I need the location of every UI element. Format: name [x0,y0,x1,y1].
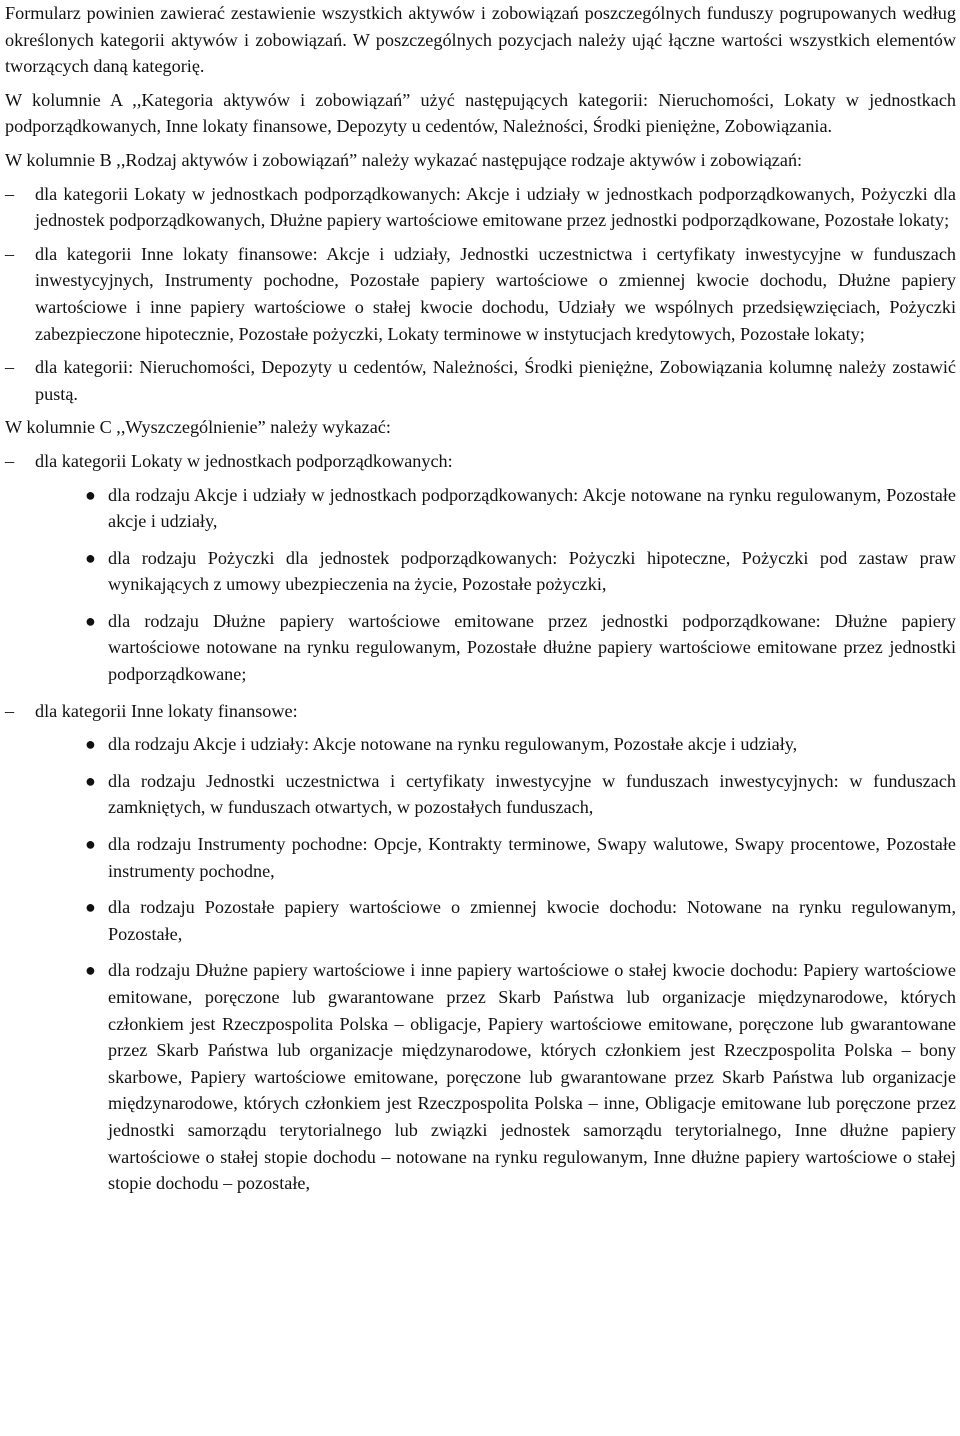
dash-item-text: dla kategorii Lokaty w jednostkach podporządkowanych: [35,450,453,471]
dash-item-text: dla kategorii Inne lokaty finansowe: Akcje i udziały, Jednostki uczestnictwa i certyfikaty inwestycyjne w funduszach inwestycyjnych, Instrumenty pochodne, Pozostałe papiery wartościowe o zmiennej kwocie dochodu, Dłużne papiery wartościowe i inne papiery wartościowe o stałej kwocie dochodu, Udziały we wspólnych przedsięwzięciach, Pożyczki zabezpieczone hipotecznie, Pozostałe pożyczki, Lokaty terminowe w instytucjach kredytowych, Pozostałe lokaty; [35,243,956,344]
column-c-dash-item [5,448,956,475]
bullet-item [5,608,956,688]
bullet-marker: ● [85,770,96,791]
bullet-item [5,768,956,821]
bullet-item [5,545,956,598]
paragraph-column-b: W kolumnie B ,,Rodzaj aktywów i zobowiązań” należy wykazać następujące rodzaje aktywów i zobowiązań: [5,149,803,170]
bullet-item [5,957,956,1196]
column-c-dash-item [5,698,956,725]
dash-marker: – [5,700,15,721]
paragraph-column-a: W kolumnie A ,,Kategoria aktywów i zobowiązań” użyć następujących kategorii: Nieruchomości, Lokaty w jednostkach podporządkowanych, Inne lokaty finansowe, Depozyty u cedentów, Należności, Środki pieniężne, Zobowiązania. [5,89,956,137]
bullet-item [5,831,956,884]
bullet-marker: ● [85,484,96,505]
dash-marker: – [5,450,15,471]
bullet-item [5,894,956,947]
paragraph-column-c: W kolumnie C ,,Wyszczególnienie” należy wykazać: [5,417,391,438]
bullet-marker: ● [85,547,96,568]
bullet-item-text: dla rodzaju Instrumenty pochodne: Opcje, Kontrakty terminowe, Swapy walutowe, Swapy procentowe, Pozostałe instrumenty pochodne, [108,834,956,881]
bullet-item-text: dla rodzaju Dłużne papiery wartościowe i inne papiery wartościowe o stałej kwocie dochodu: Papiery wartościowe emitowane, poręczone lub gwarantowane przez Skarb Państwa lub organizacje międzynarodowe, których członkiem jest Rzeczpospolita Polska – obligacje, Papiery wartościowe emitowane, poręczone lub gwarantowane przez Skarb Państwa lub organizacje międzynarodowe, których członkiem jest Rzeczpospolita Polska – bony skarbowe, Papiery wartościowe emitowane, poręczone lub gwarantowane przez Skarb Państwa lub organizacje międzynarodowe, których członkiem jest Rzeczpospolita Polska – inne, Obligacje emitowane lub poręczone przez jednostki samorządu terytorialnego lub związki jednostek samorządu terytorialnego, Inne dłużne papiery wartościowe o stałej stopie dochodu – notowane na rynku regulowanym, Inne dłużne papiery wartościowe o stałej stopie dochodu – pozostałe, [108,960,956,1194]
bullet-item-text: dla rodzaju Pożyczki dla jednostek podporządkowanych: Pożyczki hipoteczne, Pożyczki pod zastaw praw wynikających z umowy ubezpieczenia na życie, Pozostałe pożyczki, [108,547,956,595]
bullet-item [5,482,956,535]
bullet-item-text: dla rodzaju Akcje i udziały: Akcje notowane na rynku regulowanym, Pozostałe akcje i udziały, [108,734,798,755]
bullet-marker: ● [85,897,96,918]
bullet-item [5,731,956,758]
dash-marker: – [5,183,15,204]
bullet-item-text: dla rodzaju Pozostałe papiery wartościowe o zmiennej kwocie dochodu: Notowane na rynku regulowanym, Pozostałe, [108,897,956,944]
bullet-marker: ● [85,834,96,855]
dash-item-text: dla kategorii: Nieruchomości, Depozyty u cedentów, Należności, Środki pieniężne, Zobowiązania kolumnę należy zostawić pustą. [35,357,956,404]
bullet-item-text: dla rodzaju Dłużne papiery wartościowe emitowane przez jednostki podporządkowane: Dłużne papiery wartościowe notowane na rynku regulowanym, Pozostałe dłużne papiery wartościowe emitowane przez jednostki podporządkowane; [108,610,956,685]
bullet-marker: ● [85,610,96,631]
column-b-dash-item [5,241,956,347]
bullet-marker: ● [85,734,96,755]
bullet-item-text: dla rodzaju Akcje i udziały w jednostkach podporządkowanych: Akcje notowane na rynku regulowanym, Pozostałe akcje i udziały, [108,484,956,532]
dash-item-text: dla kategorii Lokaty w jednostkach podporządkowanych: Akcje i udziały w jednostkach podporządkowanych, Pożyczki dla jednostek podporządkowanych, Dłużne papiery wartościowe emitowane przez jednostki podporządkowane, Pozostałe lokaty; [35,183,956,231]
dash-marker: – [5,357,15,378]
dash-item-text: dla kategorii Inne lokaty finansowe: [35,700,298,721]
bullet-item-text: dla rodzaju Jednostki uczestnictwa i certyfikaty inwestycyjne w funduszach inwestycyjnych: w funduszach zamkniętych, w funduszach otwartych, w pozostałych funduszach, [108,770,956,818]
column-b-dash-item [5,354,956,407]
dash-marker: – [5,243,15,264]
column-b-dash-item [5,181,956,234]
paragraph-intro: Formularz powinien zawierać zestawienie wszystkich aktywów i zobowiązań poszczególnych funduszy pogrupowanych według określonych kategorii aktywów i zobowiązań. W poszczególnych pozycjach należy ująć łączne wartości wszystkich elementów tworzących daną kategorię. [5,3,956,77]
bullet-marker: ● [85,960,96,981]
